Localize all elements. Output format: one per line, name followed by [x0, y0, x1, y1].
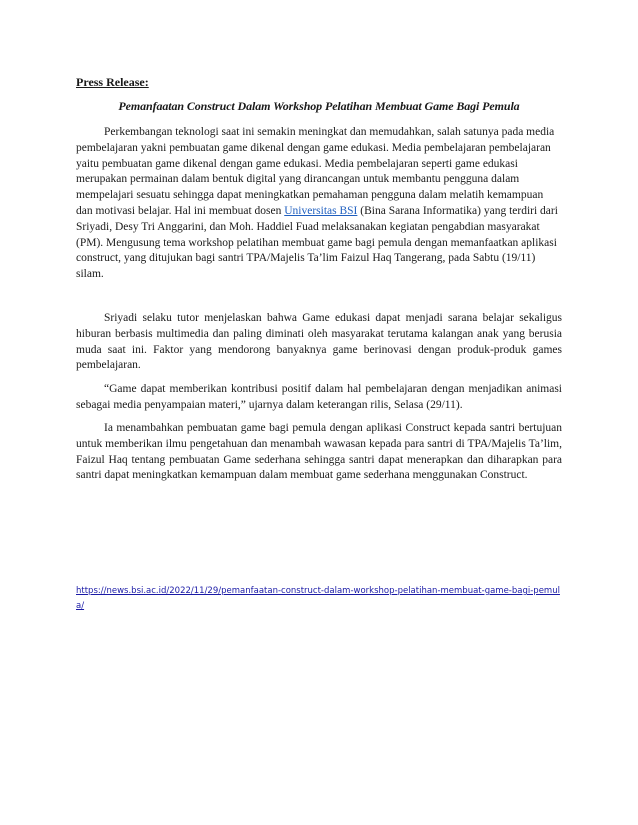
- article-headline: Pemanfaatan Construct Dalam Workshop Pelatihan Membuat Game Bagi Pemula: [118, 99, 520, 113]
- paragraph-2: Sriyadi selaku tutor menjelaskan bahwa Game edukasi dapat menjadi sarana belajar sekaligus hiburan berbasis multimedia dan paling diminati oleh masyarakat terutama kalangan anak yang berusia muda saat ini. Faktor yang mendorong banyaknya game berinovasi dengan produk-produk games pembelajaran.: [76, 312, 562, 372]
- source-url-link[interactable]: https://news.bsi.ac.id/2022/11/29/pemanfaatan-construct-dalam-workshop-pelatihan-membuat-game-bagi-pemula/: [76, 586, 560, 611]
- universitas-bsi-link[interactable]: Universitas BSI: [284, 204, 358, 217]
- paragraph-1: [76, 125, 562, 283]
- paragraph-1-text-b: (Bina Sarana Informatika) yang terdiri dari Sriyadi, Desy Tri Anggarini, dan Moh. Haddiel Fuad melaksanakan kegiatan pengabdian masyarakat (PM). Mengusung tema workshop pelatihan membuat game bagi pemula dengan memanfaatkan aplikasi construct, yang ditujukan bagi santri TPA/Majelis Ta’lim Faizul Haq Tangerang, pada Sabtu (19/11) silam.: [76, 204, 558, 281]
- paragraph-1-text-a: Perkembangan teknologi saat ini semakin meningkat dan memudahkan, salah satunya pada media pembelajaran yakni pembuatan game dikenal dengan game edukasi. Media pembelajaran pembelajaran yaitu pembuatan game dikenal dengan game edukasi. Media pembelajaran seperti game edukasi merupakan permainan dalam bentuk digital yang dirancangan untuk membantu pengguna dalam mempelajari sesuatu sehingga dapat meningkatkan pemahaman pengguna dalam melatih kemampuan dan motivasi belajar. Hal ini membuat dosen: [76, 126, 555, 217]
- paragraph-3-quote: “Game dapat memberikan kontribusi positif dalam hal pembelajaran dengan menjadikan animasi sebagai media penyampaian materi,” ujarnya dalam keterangan rilis, Selasa (29/11).: [76, 383, 562, 411]
- press-release-label: Press Release:: [76, 75, 149, 89]
- paragraph-4: Ia menambahkan pembuatan game bagi pemula dengan aplikasi Construct kepada santri bertujuan untuk memberikan ilmu pengetahuan dan menambah wawasan kepada para santri di TPA/Majelis Ta’lim, Faizul Haq tentang pembuatan Game sederhana sehingga santri dapat menerapkan dan diharapkan para santri dapat meningkatkan kemampuan dalam membuat game sederhana menggunakan Construct.: [76, 422, 562, 482]
